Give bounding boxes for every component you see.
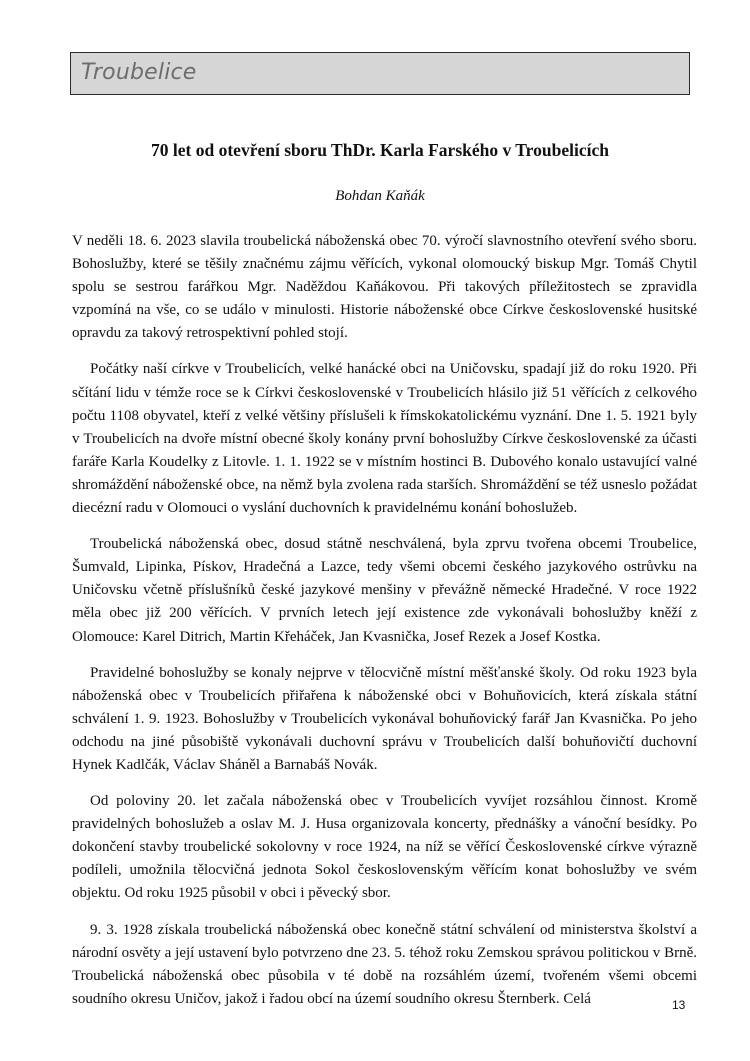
paragraph-5: Od poloviny 20. let začala náboženská obec v Troubelicích vyvíjet rozsáhlou činnost. Kromě pravidelných bohoslužeb a oslav M. J. Husa organizovala koncerty, přednášky a vánoční besídky. Po dokončení stavby troubelické sokolovny v roce 1924, na níž se věřící Československé církve výrazně podíleli, umožnila tělocvičná jednota Sokol československým věřícím konat bohoslužby ve svém objektu. Od roku 1925 působil v obci i pěvecký sbor. (72, 793, 697, 902)
article-author: Bohdan Kaňák (335, 188, 425, 204)
paragraph-6: 9. 3. 1928 získala troubelická náboženská obec konečně státní schválení od ministerstva školství a národní osvěty a její ustavení bylo potvrzeno dne 23. 5. téhož roku Zemskou správou politickou v Brně. Troubelická náboženská obec působila v té době na rozsáhlém území, tvořeném všemi obcemi soudního okresu Uničov, jakož i řadou obcí na území soudního okresu Šternberk. Celá (72, 921, 697, 1007)
paragraph-3: Troubelická náboženská obec, dosud státně neschválená, byla zprvu tvořena obcemi Troubelice, Šumvald, Lipinka, Pískov, Hradečná a Lazce, tedy všemi obcemi českého jazykového ostrůvku na Uničovsku včetně příslušníků české jazykové menšiny v převážně německé Hradečné. V roce 1922 měla obec již 200 věřících. V prvních letech její existence zde vykonávali bohoslužby kněží z Olomouce: Karel Ditrich, Martin Křeháček, Jan Kvasnička, Josef Rezek a Josef Kostka. (72, 536, 697, 645)
article-title: 70 let od otevření sboru ThDr. Karla Farského v Troubelicích (151, 140, 609, 160)
section-header-box (70, 52, 690, 95)
paragraph-2: Počátky naší církve v Troubelicích, velké hanácké obci na Uničovsku, spadají již do roku 1920. Při sčítání lidu v témže roce se k Církvi československé v Troubelicích hlásilo již 51 věřících z celkového počtu 1108 obyvatel, kteří z velké většiny příslušeli k římskokatolickému vyznání. Dne 1. 5. 1921 byly v Troubelicích na dvoře místní obecné školy konány první bohoslužby Církve československé za účasti faráře Karla Koudelky z Litovle. 1. 1. 1922 se v místním hostinci B. Dubového konalo ustavující valné shromáždění náboženské obce, na němž byla zvolena rada starších. Shromáždění se též usneslo požádat diecézní radu v Olomouci o vyslání duchovních k pravidelnému konání bohoslužeb. (72, 361, 697, 517)
page-number: 13 (672, 998, 686, 1012)
article-body (72, 230, 697, 1024)
section-title: Troubelice (81, 60, 197, 85)
paragraph-4: Pravidelné bohoslužby se konaly nejprve v tělocvičně místní měšťanské školy. Od roku 1923 byla náboženská obec v Troubelicích přiřařena k náboženské obci v Bohuňovicích, která získala státní schválení 1. 9. 1923. Bohoslužby v Troubelicích vykonával bohuňovický farář Jan Kvasnička. Po jeho odchodu na jiné působiště vykonávali duchovní správu v Troubelicích další bohuňovičtí duchovní Hynek Kadlčák, Václav Sháněl a Barnabáš Novák. (72, 664, 697, 773)
paragraph-1: V neděli 18. 6. 2023 slavila troubelická náboženská obec 70. výročí slavnostního otevření svého sboru. Bohoslužby, které se těšily značnému zájmu věřících, vykonal olomoucký biskup Mgr. Tomáš Chytil spolu se sestrou farářkou Mgr. Naděždou Kaňákovou. Při takových příležitostech se zpravidla vzpomíná na vše, co se událo v minulosti. Historie náboženské obce Církve československé husitské opravdu za takový retrospektivní pohled stojí. (72, 233, 697, 342)
